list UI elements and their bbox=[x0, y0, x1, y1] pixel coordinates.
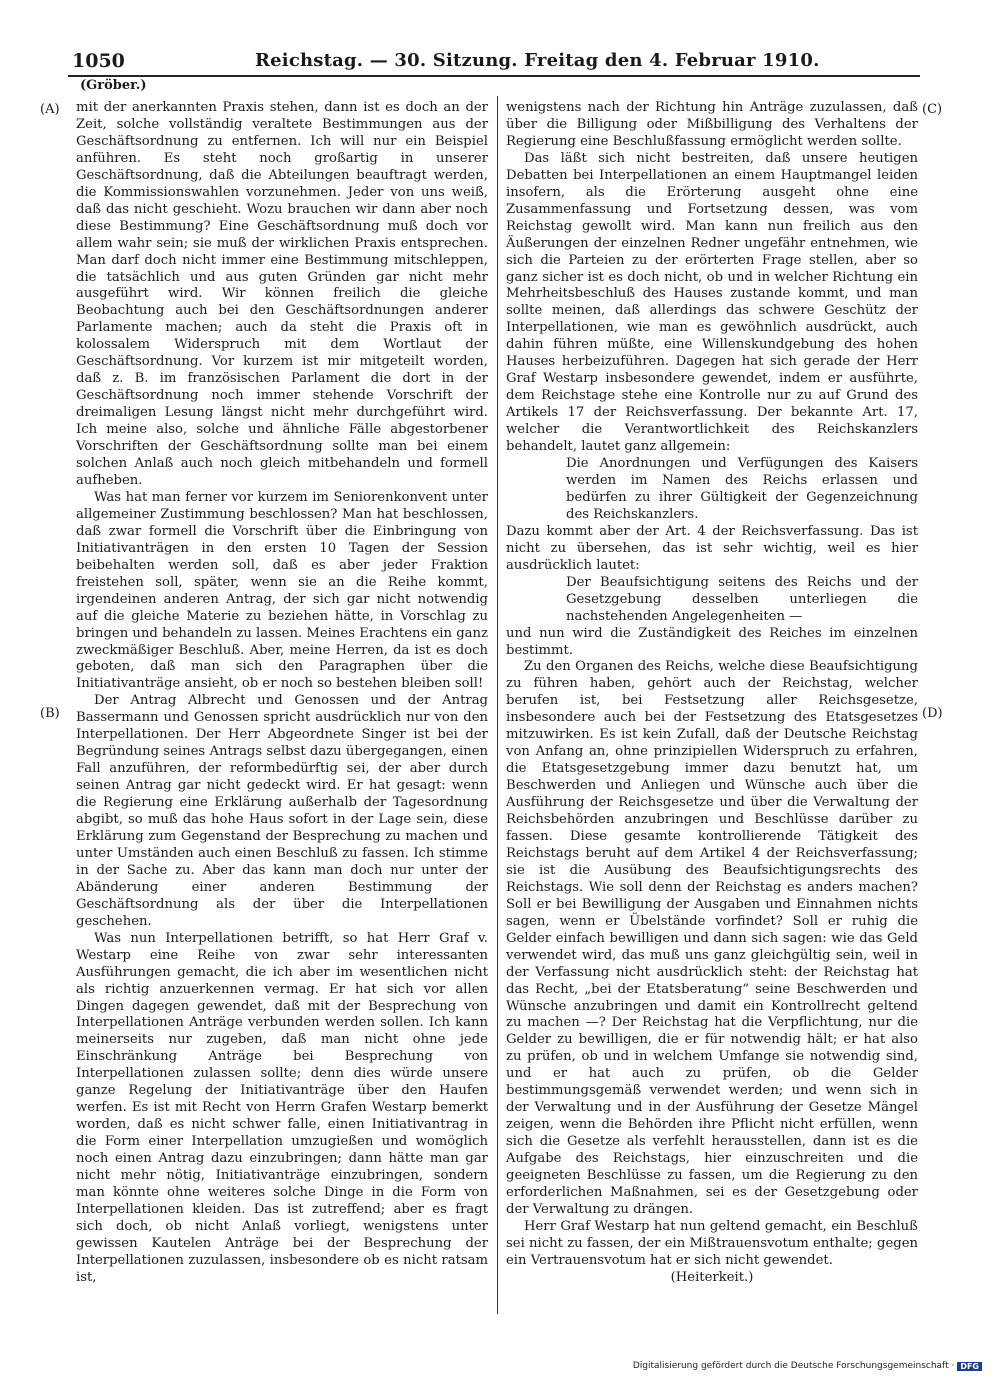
reaction-note: (Heiterkeit.) bbox=[670, 1269, 754, 1285]
column-divider bbox=[497, 96, 498, 1314]
page-number: 1050 bbox=[72, 50, 125, 72]
margin-mark-a: (A) bbox=[40, 102, 60, 117]
paragraph: mit der anerkannten Praxis stehen, dann ist es doch an der Zeit, solche vollständig veraltete Bestimmungen aus der Geschäftsordnung zu entfernen. Ich will nur ein Beispiel anführen. Es steht noch großartig in unserer Geschäftsordnung, daß die Abteilungen beauftragt werden, die Kommissionswahlen vorzunehmen. Jeder von uns weiß, daß das nicht geschieht. Wozu brauchen wir dann aber noch diese Bestimmung? Eine Geschäftsordnung muß doch vor allem wahr sein; sie muß der wirklichen Praxis entsprechen. Man darf doch nicht immer eine Bestimmung mitschleppen, die tatsächlich und aus guten Gründen gar nicht mehr ausgeführt wird. Wir können freilich die gleiche Beobachtung auch bei den Geschäftsordnungen anderer Parlamente machen; auch da steht die Praxis oft in kolossalem Widerspruch mit dem Wortlaut der Geschäftsordnung. Vor kurzem ist mir mitgeteilt worden, daß z. B. im französischen Parlament die dort in der Geschäftsordnung noch immer stehende Vorschrift der dreimaligen Lesung längst nicht mehr durchgeführt wird. Ich meine also, solche und ähnliche Fälle abgestorbener Vorschriften der Geschäftsordnung sollte man bei einem solchen Anlaß auch noch gleich mitbehandeln und formell aufheben. bbox=[76, 100, 488, 488]
paragraph: Herr Graf Westarp hat nun geltend gemacht, ein Beschluß sei nicht zu fassen, der ein Mißtrauensvotum enthalte; gegen ein Vertrauensvotum hat er sich nicht gewendet. bbox=[506, 1218, 918, 1268]
speaker-name: (Gröber.) bbox=[80, 78, 147, 93]
left-column bbox=[76, 100, 488, 1287]
header-rule bbox=[68, 75, 920, 77]
paragraph: Was hat man ferner vor kurzem im Seniorenkonvent unter allgemeiner Zustimmung beschlossen? Man hat beschlossen, daß zwar formell die Vorschrift über die Einbringung von Initiativanträgen in den ersten 10 Tagen der Session beibehalten werden soll, daß es aber jeder Fraktion freistehen soll, später, wenn sie an die Reihe kommt, irgendeinen anderen Antrag, der sich gar nicht notwendig auf die gleiche Materie zu beziehen hätte, in Vorschlag zu bringen und behandeln zu lassen. Meines Erachtens ein ganz zweckmäßiger Beschluß. Aber, meine Herren, da ist es doch geboten, daß man sich den Paragraphen über die Initiativanträge ansieht, ob er noch so bestehen bleiben soll! bbox=[76, 489, 488, 692]
page-header bbox=[72, 50, 920, 74]
footer bbox=[633, 1361, 982, 1371]
paragraph: Zu den Organen des Reichs, welche diese Beaufsichtigung zu führen haben, gehört auch der Reichstag, welcher berufen ist, bei Festsetzung aller Reichsgesetze, insbesondere auch bei der Festsetzung des Etatsgesetzes mitzuwirken. Es ist kein Zufall, daß der Deutsche Reichstag von Anfang an, ohne prinzipiellen Widerspruch zu erfahren, die Etatsgesetzgebung immer dazu benutzt hat, um Beschwerden und Anliegen und Wünsche auch über die Ausführung der Reichsgesetze und über die Verwaltung der Reichsbehörden anzubringen und Beschlüsse darüber zu fassen. Diese gesamte kontrollierende Tätigkeit des Reichstags beruht auf dem Artikel 4 der Reichsverfassung; sie ist die Ausübung des Beaufsichtigungsrechts des Reichstags. Wie soll denn der Reichstag es anders machen? Soll er bei Bewilligung der Ausgaben und Einnahmen nichts sagen, wenn er Übelstände vorfindet? Soll er ruhig die Gelder einfach bewilligen und dann sich sagen: wie das Geld verwendet wird, das muß uns ganz gleichgültig sein, weil in der Verfassung nicht ausdrücklich steht: der Reichstag hat das Recht, „bei der Etatsberatung“ seine Beschwerden und Wünsche anzubringen und damit ein Kontrollrecht geltend zu machen —? Der Reichstag hat die Verpflichtung, nur die Gelder zu bewilligen, die er für notwendig hält; er hat also zu prüfen, ob und in welchem Umfange sie notwendig sind, und er hat auch zu prüfen, ob die Gelder bestimmungsgemäß verwendet werden; und wenn sich in der Verwaltung und in der Ausführung der Gesetze Mängel zeigen, wenn die Behörden ihre Pflicht nicht erfüllen, wenn sich die Gesetze als verfehlt herausstellen, dann ist es die Aufgabe des Reichstags, hier einzuschreiten und die geeigneten Beschlüsse zu fassen, um die Regierung zu den erforderlichen Maßnahmen, sei es der Gesetzgebung oder der Verwaltung zu drängen. bbox=[506, 659, 918, 1217]
paragraph: und nun wird die Zuständigkeit des Reiches im einzelnen bestimmt. bbox=[506, 625, 918, 658]
paragraph: Das läßt sich nicht bestreiten, daß unsere heutigen Debatten bei Interpellationen an einem Hauptmangel leiden insofern, als die Erörterung ausgeht ohne eine Zusammenfassung und Fortsetzung dessen, was vom Reichstag gewollt wird. Man kann nun freilich aus den Äußerungen der einzelnen Redner ungefähr entnehmen, wie sich die Parteien zu der erörterten Frage stellen, aber so ganz sicher ist es doch nicht, ob und in welcher Richtung ein Mehrheitsbeschluß des Hauses zustande kommt, und man sollte meinen, daß allerdings das schwere Geschütz der Interpellationen, wie man es gewöhnlich ausdrückt, auch dahin führen müßte, eine Willenskundgebung des hohen Hauses herbeizuführen. Dagegen hat sich gerade der Herr Graf Westarp insbesondere gewendet, indem er ausführte, dem Reichstage stehe eine Kontrolle nur zu auf Grund des Artikels 17 der Reichsverfassung. Der bekannte Art. 17, welcher die Verantwortlichkeit des Reichskanzlers behandelt, lautet ganz allgemein: bbox=[506, 150, 918, 455]
right-column bbox=[506, 100, 918, 1287]
quotation: Der Beaufsichtigung seitens des Reichs und der Gesetzgebung desselben unterliegen die nachstehenden Angelegenheiten — bbox=[566, 574, 918, 624]
quotation: Die Anordnungen und Verfügungen des Kaisers werden im Namen des Reichs erlassen und bedürfen zu ihrer Gültigkeit der Gegenzeichnung des Reichskanzlers. bbox=[566, 456, 918, 522]
paragraph: Dazu kommt aber der Art. 4 der Reichsverfassung. Das ist nicht zu übersehen, das ist sehr wichtig, weil es hier ausdrücklich lautet: bbox=[506, 523, 918, 573]
paragraph: Was nun Interpellationen betrifft, so hat Herr Graf v. Westarp eine Reihe von zwar sehr interessanten Ausführungen gemacht, die ich aber im wesentlichen nicht als richtig anzuerkennen vermag. Er hat sich vor allen Dingen dagegen gewendet, daß mit der Besprechung von Interpellationen Anträge verbunden werden sollen. Ich kann meinerseits nur zugeben, daß man nicht ohne jede Einschränkung Anträge bei Besprechung von Interpellationen zulassen sollte; denn dies würde unsere ganze Regelung der Initiativanträge über den Haufen werfen. Es ist mit Recht von Herrn Grafen Westarp bemerkt worden, daß es nicht schwer falle, einen Initiativantrag in die Form einer Interpellation umzugießen und womöglich noch einen Antrag dazu einzubringen; dann hätte man gar nicht mehr nötig, Initiativanträge einzubringen, sondern man könnte ohne weiteres solche Dinge in die Form von Interpellationen kleiden. Das ist zutreffend; aber es fragt sich doch, ob nicht Anlaß vorliegt, wenigstens unter gewissen Kautelen Anträge bei der Besprechung der Interpellationen zuzulassen, insbesondere ob es nicht ratsam ist, bbox=[76, 930, 488, 1285]
margin-mark-b: (B) bbox=[40, 706, 60, 721]
paragraph: wenigstens nach der Richtung hin Anträge zuzulassen, daß über die Billigung oder Mißbilligung des Verhaltens der Regierung eine Beschlußfassung ermöglicht werden sollte. bbox=[506, 100, 918, 149]
margin-mark-c: (C) bbox=[922, 102, 943, 117]
margin-mark-d: (D) bbox=[922, 706, 943, 721]
running-head: Reichstag. — 30. Sitzung. Freitag den 4. Februar 1910. bbox=[255, 50, 820, 71]
footer-text: Digitalisierung gefördert durch die Deutsche Forschungsgemeinschaft · bbox=[632, 1361, 955, 1371]
dfg-logo: DFG bbox=[957, 1362, 982, 1371]
paragraph: Der Antrag Albrecht und Genossen und der Antrag Bassermann und Genossen spricht ausdrücklich nur von den Interpellationen. Der Herr Abgeordnete Singer ist bei der Begründung seines Antrags selbst dazu übergegangen, einen Fall anzuführen, der reformbedürftig sei, der aber durch seinen Antrag gar nicht gedeckt wird. Er hat gesagt: wenn die Regierung eine Erklärung außerhalb der Tagesordnung abgibt, so muß das hohe Haus sofort in der Lage sein, diese Erklärung zum Gegenstand der Besprechung zu machen und unter Umständen auch einen Beschluß zu fassen. Ich stimme in der Sache zu. Aber das kann man doch nur unter der Abänderung einer anderen Bestimmung der Geschäftsordnung als der über die Interpellationen geschehen. bbox=[76, 693, 488, 929]
